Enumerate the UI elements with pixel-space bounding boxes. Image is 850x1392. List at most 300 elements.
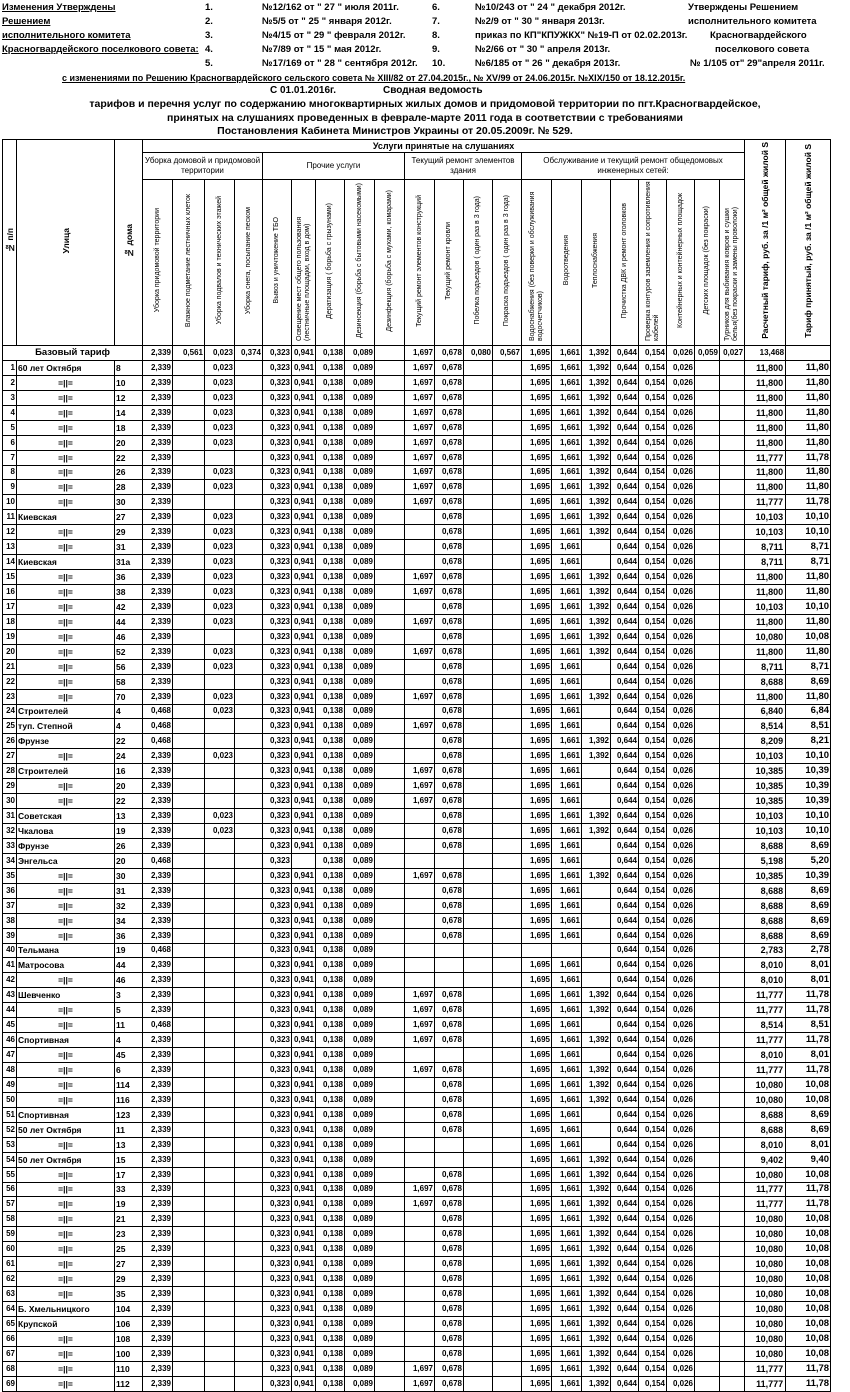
service-header-20 [695, 180, 720, 346]
service-value: 0,468 [143, 853, 173, 868]
calculated-tariff: 11,800 [745, 360, 786, 375]
street-name: =||= [17, 390, 115, 405]
service-value: 0,678 [435, 1122, 464, 1137]
service-value: 1,392 [582, 824, 611, 839]
service-value: 0,026 [667, 853, 695, 868]
calculated-tariff: 11,777 [745, 1182, 786, 1197]
service-value [173, 585, 205, 600]
service-value: 1,392 [582, 1077, 611, 1092]
service-value [493, 1212, 522, 1227]
service-value [173, 809, 205, 824]
table-row [3, 555, 831, 570]
service-value [493, 824, 522, 839]
service-value: 0,941 [292, 1331, 316, 1346]
service-value: 0,644 [611, 1242, 639, 1257]
service-value [235, 1182, 263, 1197]
street-name: =||= [17, 1182, 115, 1197]
table-row [3, 1182, 831, 1197]
service-value [720, 719, 745, 734]
service-value [695, 525, 720, 540]
service-value [375, 1137, 405, 1152]
service-header-4 [235, 180, 263, 346]
service-value [375, 973, 405, 988]
service-value: 1,661 [552, 1197, 582, 1212]
service-value [522, 943, 552, 958]
accepted-tariff: 11,78 [786, 988, 831, 1003]
table-row [3, 868, 831, 883]
service-value: 1,697 [405, 450, 435, 465]
base-tariff-cell: 0,026 [667, 346, 695, 361]
service-value [405, 1257, 435, 1272]
service-value [205, 794, 235, 809]
service-value [464, 390, 493, 405]
service-value [173, 390, 205, 405]
service-value: 0,138 [316, 1107, 345, 1122]
calculated-tariff: 10,080 [745, 1257, 786, 1272]
service-value: 0,678 [435, 1227, 464, 1242]
service-value [405, 1107, 435, 1122]
service-value: 0,154 [639, 1361, 667, 1376]
service-value: 0,154 [639, 1152, 667, 1167]
service-value [695, 883, 720, 898]
service-value: 0,026 [667, 1302, 695, 1317]
service-value [720, 1346, 745, 1361]
service-header-11 [435, 180, 464, 346]
service-value [173, 704, 205, 719]
table-row [3, 420, 831, 435]
service-value [720, 988, 745, 1003]
street-name: Строителей [17, 764, 115, 779]
service-value [375, 375, 405, 390]
service-value: 0,154 [639, 1048, 667, 1063]
service-value: 0,089 [345, 614, 375, 629]
service-value [375, 480, 405, 495]
service-value: 1,697 [405, 390, 435, 405]
service-value [405, 1316, 435, 1331]
service-value: 0,026 [667, 764, 695, 779]
table-row [3, 585, 831, 600]
service-value: 0,089 [345, 1287, 375, 1302]
service-value [235, 599, 263, 614]
service-value [695, 1197, 720, 1212]
service-value [375, 1018, 405, 1033]
service-value [235, 1242, 263, 1257]
service-value: 1,661 [552, 1376, 582, 1391]
base-tariff-cell: 0,138 [316, 346, 345, 361]
service-value: 0,138 [316, 570, 345, 585]
service-value: 0,026 [667, 794, 695, 809]
service-value [493, 1376, 522, 1391]
service-value [235, 1361, 263, 1376]
house-number: 22 [115, 450, 143, 465]
service-value: 0,023 [205, 435, 235, 450]
table-row [3, 883, 831, 898]
service-value: 0,323 [263, 450, 292, 465]
service-value: 2,339 [143, 1346, 173, 1361]
service-value: 1,697 [405, 1361, 435, 1376]
service-value: 0,468 [143, 734, 173, 749]
service-value: 0,323 [263, 1197, 292, 1212]
service-value: 0,644 [611, 570, 639, 585]
service-value [405, 1287, 435, 1302]
calculated-tariff: 10,080 [745, 1346, 786, 1361]
service-value: 1,697 [405, 794, 435, 809]
service-value: 0,154 [639, 375, 667, 390]
service-value: 0,323 [263, 629, 292, 644]
service-header-8 [345, 180, 375, 346]
service-value: 0,089 [345, 1122, 375, 1137]
ref-10-text: №6/185 от " 26 " декабря 2013г. [475, 58, 621, 69]
calculated-tariff: 11,777 [745, 1361, 786, 1376]
service-value: 1,695 [522, 1316, 552, 1331]
service-value [464, 958, 493, 973]
service-value [173, 913, 205, 928]
service-value [205, 1182, 235, 1197]
service-value [464, 629, 493, 644]
service-value: 0,138 [316, 928, 345, 943]
service-value: 1,392 [582, 1212, 611, 1227]
service-value [464, 749, 493, 764]
service-value: 1,661 [552, 794, 582, 809]
row-number: 33 [3, 838, 17, 853]
service-value [493, 1167, 522, 1182]
service-value: 1,661 [552, 614, 582, 629]
service-value: 0,026 [667, 898, 695, 913]
table-row [3, 704, 831, 719]
table-row [3, 480, 831, 495]
service-value [720, 883, 745, 898]
accepted-tariff: 11,80 [786, 570, 831, 585]
service-value [720, 585, 745, 600]
service-value: 1,661 [552, 928, 582, 943]
accepted-tariff: 11,80 [786, 390, 831, 405]
service-value [493, 958, 522, 973]
service-value: 0,323 [263, 525, 292, 540]
service-value: 1,392 [582, 1257, 611, 1272]
street-name: =||= [17, 913, 115, 928]
street-name: =||= [17, 644, 115, 659]
service-value: 0,089 [345, 495, 375, 510]
table-row [3, 525, 831, 540]
service-value [493, 1137, 522, 1152]
row-number: 21 [3, 659, 17, 674]
service-value: 1,661 [552, 599, 582, 614]
service-value [405, 958, 435, 973]
service-value: 0,941 [292, 1122, 316, 1137]
service-value: 0,154 [639, 883, 667, 898]
service-value [464, 525, 493, 540]
service-value: 0,678 [435, 1287, 464, 1302]
house-number: 26 [115, 838, 143, 853]
calculated-tariff: 2,783 [745, 943, 786, 958]
service-value [405, 928, 435, 943]
service-value [720, 928, 745, 943]
street-name: =||= [17, 405, 115, 420]
house-number: 29 [115, 525, 143, 540]
service-value: 1,695 [522, 659, 552, 674]
service-value [464, 614, 493, 629]
service-value: 0,138 [316, 420, 345, 435]
service-header-19 [667, 180, 695, 346]
house-number: 19 [115, 943, 143, 958]
service-value: 0,644 [611, 1272, 639, 1287]
accepted-tariff: 2,78 [786, 943, 831, 958]
table-row [3, 1212, 831, 1227]
service-value: 0,138 [316, 764, 345, 779]
service-value [720, 1018, 745, 1033]
service-value: 0,089 [345, 1018, 375, 1033]
service-value: 1,695 [522, 838, 552, 853]
calculated-tariff: 10,080 [745, 1077, 786, 1092]
house-number: 46 [115, 973, 143, 988]
house-number: 6 [115, 1063, 143, 1078]
service-value: 1,661 [552, 749, 582, 764]
service-value [405, 555, 435, 570]
service-value [695, 1346, 720, 1361]
service-value [720, 973, 745, 988]
service-value: 2,339 [143, 510, 173, 525]
house-number: 106 [115, 1316, 143, 1331]
service-value: 2,339 [143, 1137, 173, 1152]
service-value: 1,392 [582, 1167, 611, 1182]
service-value [435, 958, 464, 973]
service-value: 0,323 [263, 540, 292, 555]
service-value [173, 958, 205, 973]
service-value: 0,089 [345, 1137, 375, 1152]
service-value [720, 1287, 745, 1302]
house-number: 23 [115, 1227, 143, 1242]
service-value: 1,661 [552, 1018, 582, 1033]
service-value: 0,678 [435, 1346, 464, 1361]
service-value: 0,089 [345, 1107, 375, 1122]
service-value: 1,661 [552, 1167, 582, 1182]
service-value: 1,695 [522, 794, 552, 809]
service-value [405, 1167, 435, 1182]
service-value [375, 614, 405, 629]
service-value: 0,678 [435, 540, 464, 555]
service-value: 1,695 [522, 1122, 552, 1137]
service-value: 0,323 [263, 1316, 292, 1331]
table-row [3, 570, 831, 585]
service-value [464, 853, 493, 868]
service-value [205, 1346, 235, 1361]
service-value: 0,154 [639, 809, 667, 824]
service-value: 0,138 [316, 898, 345, 913]
col-house-label: № дома [123, 223, 134, 258]
calculated-tariff: 11,800 [745, 614, 786, 629]
approval-line-3: исполнительного комитета [2, 30, 131, 41]
service-value [720, 1137, 745, 1152]
service-value: 2,339 [143, 809, 173, 824]
service-value: 0,154 [639, 1331, 667, 1346]
service-value [720, 1063, 745, 1078]
service-value: 2,339 [143, 898, 173, 913]
service-value [235, 1197, 263, 1212]
service-value [464, 1212, 493, 1227]
service-value [720, 853, 745, 868]
house-number: 100 [115, 1346, 143, 1361]
service-header-1 [143, 180, 173, 346]
service-value: 0,941 [292, 644, 316, 659]
service-value: 0,323 [263, 988, 292, 1003]
calculated-tariff: 11,800 [745, 375, 786, 390]
row-number: 3 [3, 390, 17, 405]
ref-3-num: 3. [205, 30, 213, 41]
service-value: 0,138 [316, 1033, 345, 1048]
service-value: 0,026 [667, 629, 695, 644]
service-value: 0,644 [611, 943, 639, 958]
service-value [720, 809, 745, 824]
service-value [375, 1287, 405, 1302]
approved-line-5: № 1/105 от" 29"апреля 2011г. [690, 58, 825, 69]
service-value: 0,154 [639, 749, 667, 764]
service-value [205, 943, 235, 958]
service-value: 0,644 [611, 674, 639, 689]
service-value: 0,026 [667, 1376, 695, 1391]
service-value: 0,026 [667, 674, 695, 689]
service-value: 0,138 [316, 913, 345, 928]
service-value: 1,661 [552, 1287, 582, 1302]
service-value: 1,392 [582, 1197, 611, 1212]
service-value: 0,138 [316, 868, 345, 883]
service-value: 0,026 [667, 420, 695, 435]
service-value: 0,023 [205, 614, 235, 629]
service-value: 0,644 [611, 809, 639, 824]
service-value: 0,154 [639, 898, 667, 913]
service-value: 0,644 [611, 1048, 639, 1063]
service-name: Уборка снега, посыпание песком [244, 206, 252, 315]
col-street-label: Улица [60, 227, 71, 254]
street-name: =||= [17, 1242, 115, 1257]
service-value [695, 1316, 720, 1331]
ref-5-text: №17/169 от " 28 " сентября 2012г. [262, 58, 418, 69]
service-value: 1,695 [522, 1361, 552, 1376]
service-value: 0,644 [611, 719, 639, 734]
table-row [3, 853, 831, 868]
service-value: 1,392 [582, 390, 611, 405]
service-value: 0,323 [263, 958, 292, 973]
service-value [235, 405, 263, 420]
service-value: 1,695 [522, 764, 552, 779]
service-value: 0,323 [263, 883, 292, 898]
service-value: 2,339 [143, 1048, 173, 1063]
service-value: 0,644 [611, 1331, 639, 1346]
service-value: 1,661 [552, 644, 582, 659]
table-row [3, 824, 831, 839]
service-value: 1,392 [582, 510, 611, 525]
service-value [464, 1242, 493, 1257]
house-number: 58 [115, 674, 143, 689]
accepted-tariff: 10,08 [786, 1346, 831, 1361]
service-value [582, 764, 611, 779]
service-value: 0,138 [316, 1003, 345, 1018]
service-value: 0,138 [316, 988, 345, 1003]
service-value: 0,644 [611, 898, 639, 913]
service-value: 0,323 [263, 1018, 292, 1033]
service-value [493, 1048, 522, 1063]
title-line-2: принятых на слушаниях проведенных в феврале-марте 2011 года в соответствии с требованиями [167, 112, 683, 124]
street-name: =||= [17, 674, 115, 689]
service-value: 2,339 [143, 913, 173, 928]
service-value: 0,678 [435, 1092, 464, 1107]
service-value: 0,154 [639, 1033, 667, 1048]
accepted-tariff: 8,71 [786, 555, 831, 570]
service-value: 0,323 [263, 1242, 292, 1257]
accepted-tariff: 5,20 [786, 853, 831, 868]
service-value: 1,695 [522, 734, 552, 749]
service-value: 0,644 [611, 644, 639, 659]
service-value: 0,089 [345, 555, 375, 570]
service-value: 1,661 [552, 1346, 582, 1361]
service-value: 0,089 [345, 1003, 375, 1018]
accepted-tariff: 10,10 [786, 749, 831, 764]
calculated-tariff: 8,711 [745, 540, 786, 555]
accepted-tariff: 11,78 [786, 1361, 831, 1376]
service-value [205, 1376, 235, 1391]
street-name: Спортивная [17, 1033, 115, 1048]
service-value [493, 525, 522, 540]
service-value: 0,154 [639, 1018, 667, 1033]
service-value: 0,154 [639, 1287, 667, 1302]
service-value [720, 1152, 745, 1167]
service-value [375, 898, 405, 913]
house-number: 42 [115, 599, 143, 614]
service-value: 0,678 [435, 704, 464, 719]
house-number: 11 [115, 1122, 143, 1137]
service-value [493, 868, 522, 883]
service-value [375, 1376, 405, 1391]
service-value: 0,941 [292, 794, 316, 809]
service-value [235, 883, 263, 898]
service-value [695, 1302, 720, 1317]
service-value [235, 958, 263, 973]
service-value: 0,023 [205, 585, 235, 600]
row-number: 40 [3, 943, 17, 958]
service-value: 0,138 [316, 525, 345, 540]
accepted-tariff: 8,69 [786, 838, 831, 853]
accepted-tariff: 10,08 [786, 1272, 831, 1287]
service-value [695, 1212, 720, 1227]
calculated-tariff: 11,800 [745, 570, 786, 585]
service-value: 0,678 [435, 1376, 464, 1391]
street-name: =||= [17, 659, 115, 674]
service-value [695, 1033, 720, 1048]
service-value: 2,339 [143, 973, 173, 988]
service-value [493, 540, 522, 555]
service-value [582, 1018, 611, 1033]
service-value: 0,941 [292, 599, 316, 614]
service-value: 2,339 [143, 1092, 173, 1107]
service-value: 0,089 [345, 883, 375, 898]
row-number: 54 [3, 1152, 17, 1167]
service-value [235, 585, 263, 600]
ref-9-num: 9. [432, 44, 440, 55]
house-number: 17 [115, 1167, 143, 1182]
calculated-tariff: 8,514 [745, 719, 786, 734]
service-value [695, 898, 720, 913]
service-value: 1,661 [552, 405, 582, 420]
service-value [375, 704, 405, 719]
service-value: 0,323 [263, 570, 292, 585]
service-value: 1,392 [582, 585, 611, 600]
service-value [375, 689, 405, 704]
service-value: 0,154 [639, 1302, 667, 1317]
house-number: 11 [115, 1018, 143, 1033]
table-row [3, 719, 831, 734]
service-value [173, 868, 205, 883]
service-value [464, 1272, 493, 1287]
service-value: 2,339 [143, 390, 173, 405]
